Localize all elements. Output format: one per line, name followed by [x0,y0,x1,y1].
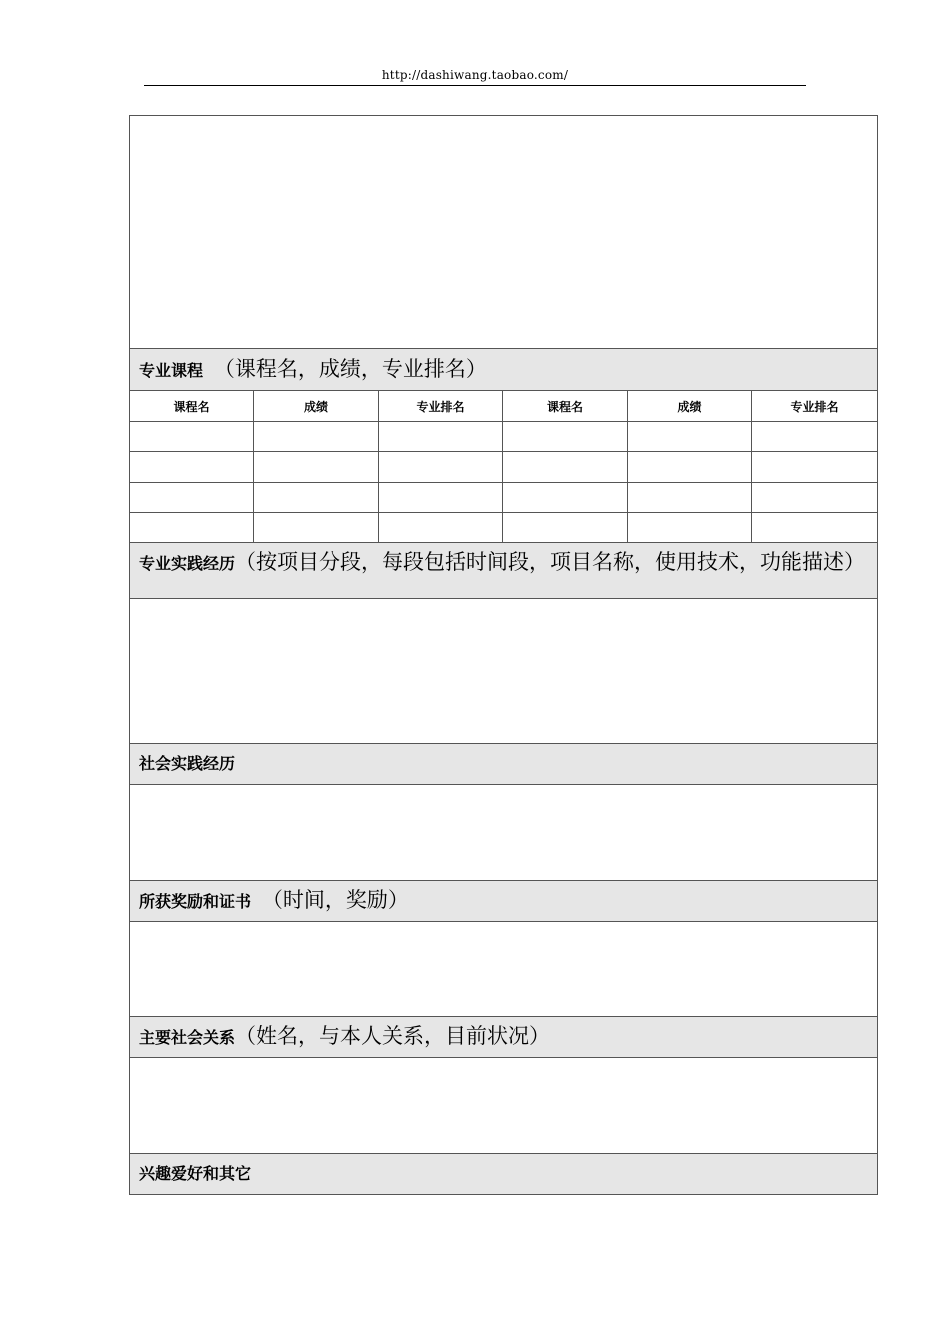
relations-section-header [130,1017,878,1058]
course-cell[interactable] [379,513,503,543]
course-cell[interactable] [503,513,628,543]
course-cell[interactable] [752,452,878,483]
relations-content-area[interactable] [130,1058,878,1154]
course-cell[interactable] [752,422,878,452]
course-cell[interactable] [503,483,628,513]
relations-hint: （姓名，与本人关系，目前状况） [235,1024,551,1049]
course-cell[interactable] [130,422,254,452]
awards-section-header [130,881,878,922]
course-cell[interactable] [752,513,878,543]
top-content-area[interactable] [130,116,878,349]
courses-title: 专业课程 [139,360,204,380]
social-section-header [130,744,878,785]
header-url: http://dashiwang.taobao.com/ [381,68,569,82]
course-cell[interactable] [254,483,379,513]
awards-title: 所获奖励和证书 [139,892,252,912]
resume-form-table [129,115,878,1195]
course-cell[interactable] [628,513,752,543]
course-cell[interactable] [503,452,628,483]
course-cell[interactable] [130,513,254,543]
course-cell[interactable] [130,452,254,483]
courses-hint: （课程名，成绩，专业排名） [213,356,487,381]
course-cell[interactable] [254,513,379,543]
social-title: 社会实践经历 [139,753,236,773]
col-grade-2: 成绩 [628,391,752,422]
table-row [130,452,878,483]
col-rank: 专业排名 [379,391,503,422]
col-grade: 成绩 [254,391,379,422]
course-cell[interactable] [752,483,878,513]
practice-section-header [130,543,878,599]
relations-title: 主要社会关系 [139,1028,236,1048]
table-row [130,422,878,452]
awards-content-area[interactable] [130,922,878,1017]
hobbies-section-header [130,1154,878,1195]
hobbies-title: 兴趣爱好和其它 [139,1163,252,1183]
course-cell[interactable] [379,422,503,452]
social-content-area[interactable] [130,785,878,881]
course-cell[interactable] [130,483,254,513]
course-cell[interactable] [254,422,379,452]
col-course-name: 课程名 [130,391,254,422]
header-rule [144,85,806,86]
course-cell[interactable] [379,483,503,513]
practice-content-area[interactable] [130,599,878,744]
course-cell[interactable] [503,422,628,452]
table-row [130,483,878,513]
courses-section-header [130,349,878,391]
awards-hint: （时间，奖励） [261,888,409,913]
course-cell[interactable] [628,483,752,513]
practice-title: 专业实践经历 [139,554,236,573]
course-cell[interactable] [254,452,379,483]
col-rank-2: 专业排名 [752,391,878,422]
practice-hint: （按项目分段，每段包括时间段，项目名称，使用技术，功能描述） [235,550,866,574]
course-cell[interactable] [628,422,752,452]
course-cell[interactable] [628,452,752,483]
course-cell[interactable] [379,452,503,483]
col-course-name-2: 课程名 [503,391,628,422]
table-row [130,513,878,543]
